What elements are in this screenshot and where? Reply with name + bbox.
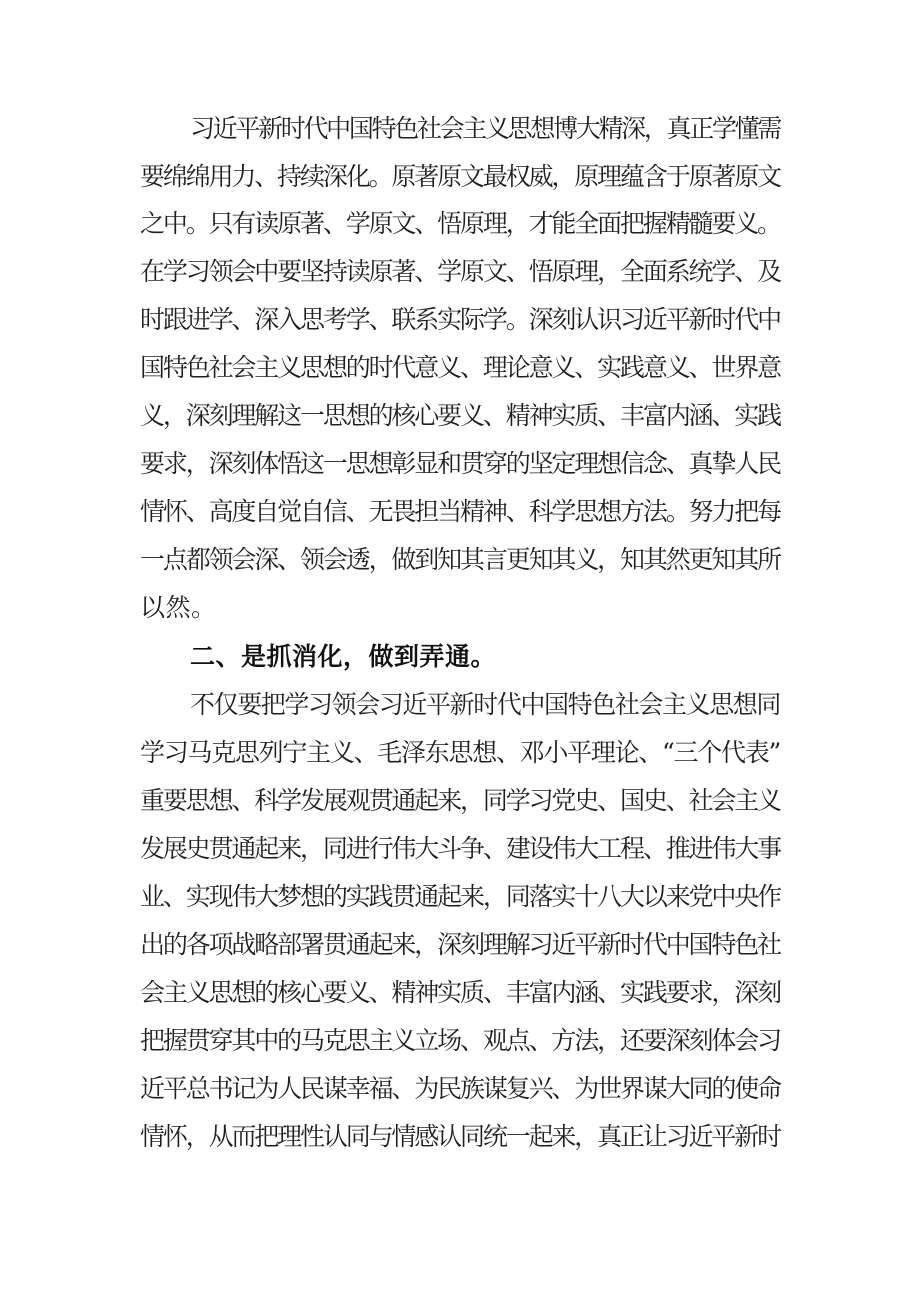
paragraph-1-line: 在学习领会中要坚持读原著、学原文、悟原理，全面系统学、及 [140,257,780,286]
paragraph-2-line: 近平总书记为人民谋幸福、为民族谋复兴、为世界谋大同的使命 [140,1074,780,1103]
paragraph-1-line: 以然。 [140,593,217,622]
paragraph-1-line: 国特色社会主义思想的时代意义、理论意义、实践意义、世界意 [140,353,780,382]
paragraph-2-line: 出的各项战略部署贯通起来，深刻理解习近平新时代中国特色社 [140,930,780,959]
paragraph-1-line: 情怀、高度自觉自信、无畏担当精神、科学思想方法。努力把每 [140,497,780,526]
paragraph-1-line: 时跟进学、深入思考学、联系实际学。深刻认识习近平新时代中 [140,305,780,334]
paragraph-2-line: 发展史贯通起来，同进行伟大斗争、建设伟大工程、推进伟大事 [140,834,780,863]
paragraph-1-line: 要绵绵用力、持续深化。原著原文最权威，原理蕴含于原著原文 [140,162,780,191]
paragraph-1-line: 之中。只有读原著、学原文、悟原理，才能全面把握精髓要义。 [140,209,780,238]
paragraph-2-line: 把握贯穿其中的马克思主义立场、观点、方法，还要深刻体会习 [140,1026,780,1055]
paragraph-1-line: 义，深刻理解这一思想的核心要义、精神实质、丰富内涵、实践 [140,401,780,430]
paragraph-2-line: 不仅要把学习领会习近平新时代中国特色社会主义思想同 [190,690,780,719]
paragraph-2-line: 重要思想、科学发展观贯通起来，同学习党史、国史、社会主义 [140,786,780,815]
paragraph-2-line: 业、实现伟大梦想的实践贯通起来，同落实十八大以来党中央作 [140,882,780,911]
section-heading: 二、是抓消化，做到弄通。 [190,642,497,671]
paragraph-2-line: 情怀，从而把理性认同与情感认同统一起来，真正让习近平新时 [140,1122,780,1151]
paragraph-1-line: 一点都领会深、领会透，做到知其言更知其义，知其然更知其所 [140,545,780,574]
paragraph-2-line: 学习马克思列宁主义、毛泽东思想、邓小平理论、“三个代表” [140,738,780,767]
paragraph-2-line: 会主义思想的核心要义、精神实质、丰富内涵、实践要求，深刻 [140,978,780,1007]
paragraph-1-line: 要求，深刻体悟这一思想彰显和贯穿的坚定理想信念、真挚人民 [140,449,780,478]
paragraph-1-line: 习近平新时代中国特色社会主义思想博大精深，真正学懂需 [190,114,780,143]
